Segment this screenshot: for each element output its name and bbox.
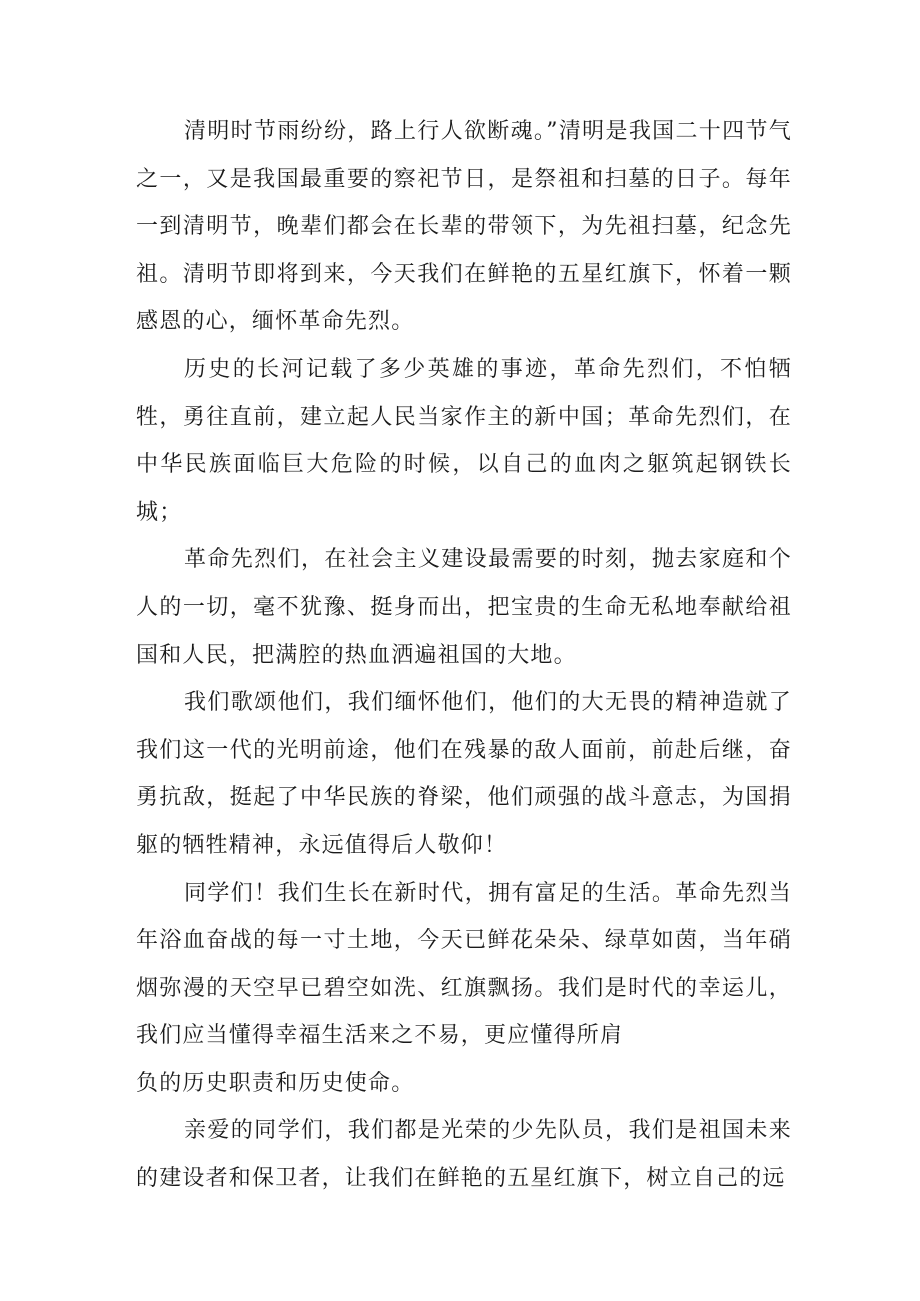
paragraph-young-pioneers: 亲爱的同学们，我们都是光荣的少先队员，我们是祖国未来的建设者和保卫者，让我们在鲜艳的五星红旗下，树立自己的远 <box>136 1118 792 1192</box>
paragraph-qingming-intro: 清明时节雨纷纷，路上行人欲断魂。”清明是我国二十四节气之一，又是我国最重要的察祀节日，是祭祖和扫墓的日子。每年一到清明节，晚辈们都会在长辈的带领下，为先祖扫墓，纪念先祖。清明节即将到来，今天我们在鲜艳的五星红旗下，怀着一颗感恩的心，缅怀革命先烈。 <box>136 119 792 335</box>
paragraph-socialist-construction: 革命先烈们，在社会主义建设最需要的时刻，抛去家庭和个人的一切，毫不犹豫、挺身而出，把宝贵的生命无私地奉献给祖国和人民，把满腔的热血洒遍祖国的大地。 <box>136 547 792 668</box>
paragraph-new-era: 同学们！我们生长在新时代，拥有富足的生活。革命先烈当年浴血奋战的每一寸土地，今天已鲜花朵朵、绿草如茵，当年硝烟弥漫的天空早已碧空如洗、红旗飘扬。我们是时代的幸运儿，我们应当懂得幸福生活来之不易，更应懂得所肩 负的历史职责和历史使命。 <box>136 880 792 1096</box>
paragraph-history-heroes: 历史的长河记载了多少英雄的事迹，革命先烈们，不怕牺牲，勇往直前，建立起人民当家作主的新中国；革命先烈们，在中华民族面临巨大危险的时候，以自己的血肉之躯筑起钢铁长城； <box>136 356 792 525</box>
document-body <box>136 108 792 1203</box>
paragraph-praise-martyrs: 我们歌颂他们，我们缅怀他们，他们的大无畏的精神造就了我们这一代的光明前途，他们在残暴的敌人面前，前赴后继，奋勇抗敌，挺起了中华民族的脊梁，他们顽强的战斗意志，为国捐躯的牺牲精神，永远值得后人敬仰！ <box>136 690 792 858</box>
